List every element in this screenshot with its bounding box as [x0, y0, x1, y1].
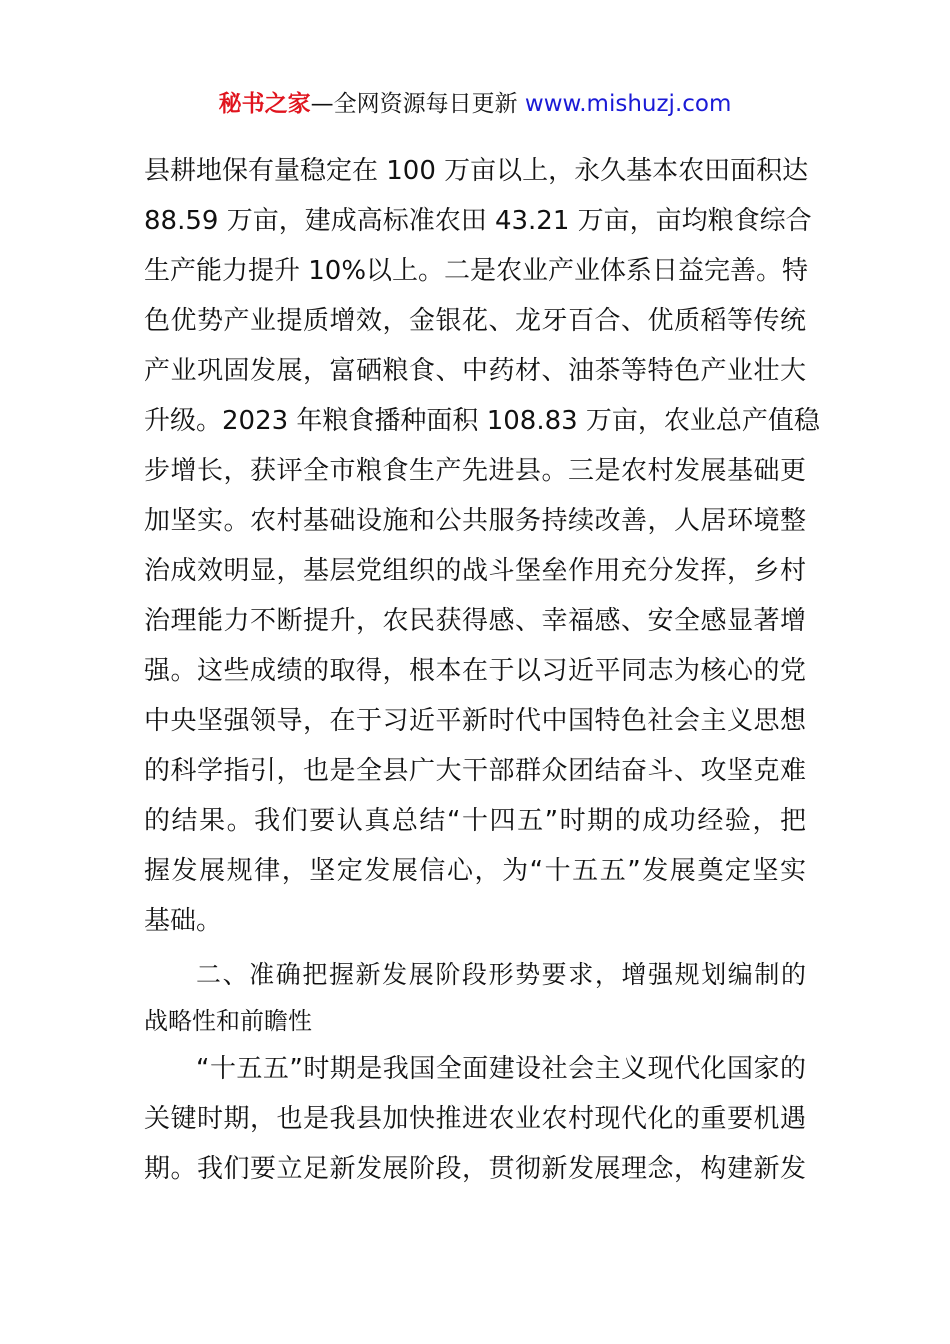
text-line: 中央坚强领导，在于习近平新时代中国特色社会主义思想 — [144, 706, 806, 736]
paragraph-1 — [144, 146, 820, 946]
text-line: 产业巩固发展，富硒粮食、中药材、油茶等特色产业壮大 — [144, 356, 806, 386]
site-url-link[interactable]: www.mishuzj.com — [524, 91, 732, 117]
text-line: 色优势产业提质增效，金银花、龙牙百合、优质稻等传统 — [144, 306, 806, 336]
text-line: 治理能力不断提升，农民获得感、幸福感、安全感显著增 — [144, 606, 806, 636]
text-line: “十五五”时期是我国全面建设社会主义现代化国家的 — [196, 1054, 806, 1084]
page-header — [0, 86, 950, 122]
text-line: 治成效明显，基层党组织的战斗堡垒作用充分发挥，乡村 — [144, 556, 806, 586]
text-line: 生产能力提升 10%以上。二是农业产业体系日益完善。特 — [144, 256, 809, 286]
text-line: 升级。2023 年粮食播种面积 108.83 万亩，农业总产值稳 — [144, 406, 820, 436]
header-tagline: —全网资源每日更新 — [310, 91, 518, 117]
text-line: 步增长，获评全市粮食生产先进县。三是农村发展基础更 — [144, 456, 806, 486]
text-line: 关键时期，也是我县加快推进农业农村现代化的重要机遇 — [144, 1104, 806, 1134]
section-heading-2 — [144, 952, 806, 1044]
text-line: 县耕地保有量稳定在 100 万亩以上，永久基本农田面积达 — [144, 156, 809, 186]
text-line: 88.59 万亩，建成高标准农田 43.21 万亩，亩均粮食综合 — [144, 206, 812, 236]
text-line: 的科学指引，也是全县广大干部群众团结奋斗、攻坚克难 — [144, 756, 806, 786]
paragraph-2 — [144, 1044, 806, 1194]
document-body — [144, 146, 820, 1194]
text-line: 加坚实。农村基础设施和公共服务持续改善，人居环境整 — [144, 506, 806, 536]
text-line: 强。这些成绩的取得，根本在于以习近平同志为核心的党 — [144, 656, 806, 686]
text-line: 基础。 — [144, 906, 223, 936]
text-line: 的结果。我们要认真总结“十四五”时期的成功经验，把 — [144, 806, 806, 836]
text-line: 期。我们要立足新发展阶段，贯彻新发展理念，构建新发 — [144, 1154, 806, 1184]
heading-line: 战略性和前瞻性 — [144, 1007, 312, 1035]
heading-line — [144, 952, 806, 998]
brand-name: 秘书之家 — [218, 91, 311, 117]
heading-text: 二、准确把握新发展阶段形势要求，增强规划编制的 — [196, 960, 806, 989]
text-line: 握发展规律，坚定发展信心，为“十五五”发展奠定坚实 — [144, 856, 806, 886]
